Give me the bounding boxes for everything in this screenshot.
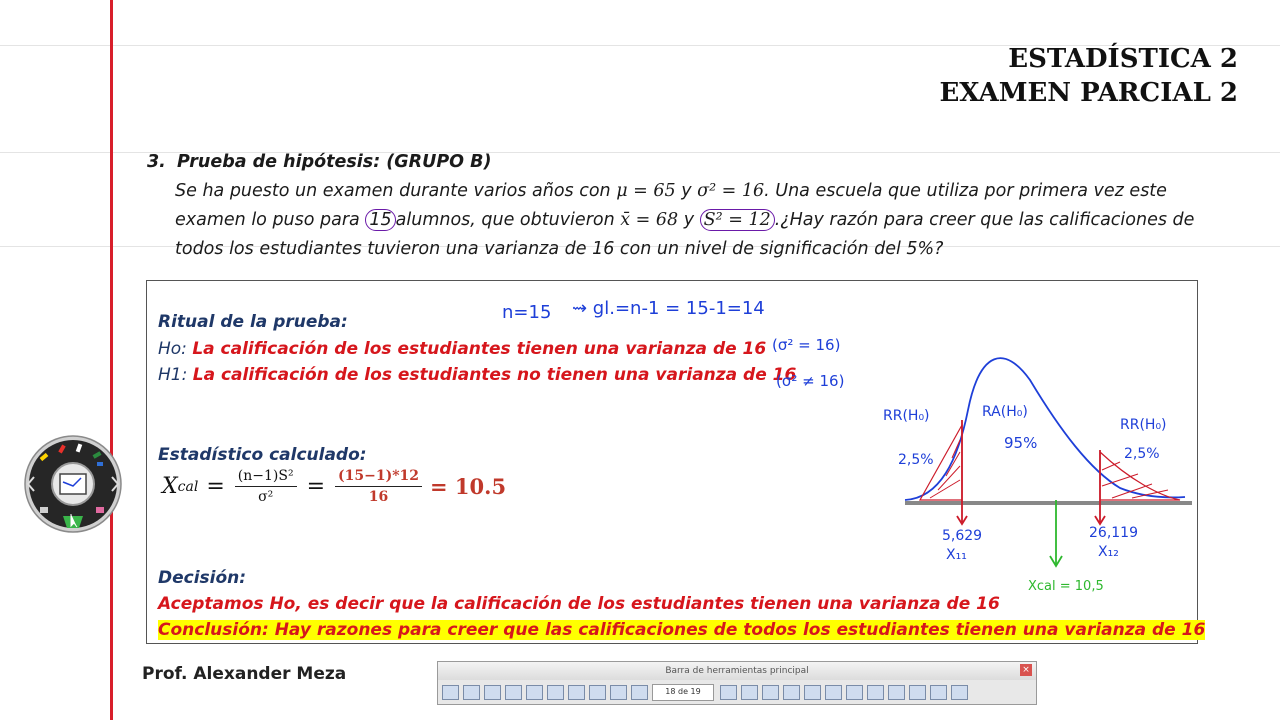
problem-title: Prueba de hipótesis: (GRUPO B)	[176, 152, 492, 172]
clear-page-icon[interactable]	[589, 685, 606, 700]
first-page-icon[interactable]	[610, 685, 627, 700]
rr-right-label: RR(H₀)	[1120, 417, 1167, 433]
problem-line-3: todos los estudiantes tuvieron una varianza de 16 con un nivel de significación del 5%?	[175, 239, 944, 259]
sigma-value: σ² = 16	[697, 181, 765, 201]
text: . Una escuela que utiliza por primera vez este	[764, 181, 1167, 201]
text: Se ha puesto un examen durante varios años con	[175, 181, 617, 201]
next-page-icon[interactable]	[720, 685, 737, 700]
fraction-denominator: 16	[368, 489, 389, 505]
pct-right: 2,5%	[1124, 446, 1160, 462]
pct-left: 2,5%	[898, 452, 934, 468]
problem-line-2	[175, 206, 1217, 235]
attachments-icon[interactable]	[867, 685, 884, 700]
margin-line	[110, 0, 113, 720]
statistic-formula	[162, 468, 506, 505]
pen-tool-widget	[23, 434, 123, 534]
delete-page-icon[interactable]	[568, 685, 585, 700]
decision-text: Aceptamos Ho, es decir que la calificación de los estudiantes tienen una varianza de 16	[158, 594, 1000, 614]
title-line-2: EXAMEN PARCIAL 2	[939, 78, 1238, 108]
capture-icon[interactable]	[909, 685, 926, 700]
x-symbol: X	[162, 474, 178, 499]
pct-center: 95%	[1004, 434, 1038, 452]
toolbar-title: Barra de herramientas principal	[438, 662, 1036, 680]
text: .¿Hay razón para creer que las calificaciones de	[774, 210, 1195, 230]
x-subscript: cal	[177, 478, 199, 495]
mu-value: μ = 65	[616, 181, 676, 201]
crit-right-value: 26,119	[1089, 525, 1138, 541]
page-sorter-icon[interactable]	[442, 685, 459, 700]
handwritten-h1-note: (σ² ≠ 16)	[776, 372, 845, 390]
fraction-numerator: (n−1)S²	[235, 468, 297, 487]
conclusion-text	[158, 619, 1205, 641]
statistic-result: = 10.5	[430, 474, 507, 499]
print-icon[interactable]	[951, 685, 968, 700]
h1-label: H1:	[158, 365, 193, 385]
sample-variance-circled: S² = 12	[700, 209, 775, 231]
previous-page-icon[interactable]	[631, 685, 648, 700]
text: alumnos, que obtuvieron	[395, 210, 621, 230]
sample-size-circled: 15	[365, 209, 395, 231]
users-icon[interactable]	[825, 685, 842, 700]
tool-widget-button[interactable]	[23, 434, 123, 534]
fraction-numerator: (15−1)*12	[335, 468, 422, 487]
handwritten-n: n=15	[502, 302, 552, 323]
xcal-label: Xcal = 10,5	[1028, 579, 1104, 594]
new-page-icon[interactable]	[526, 685, 543, 700]
xbar-value: x̄ = 68	[620, 210, 679, 230]
undo-icon[interactable]	[762, 685, 779, 700]
ritual-heading: Ritual de la prueba:	[158, 312, 348, 332]
toolbar-row	[438, 680, 1036, 704]
text: examen lo puso para	[175, 210, 366, 230]
h1-line	[158, 364, 796, 386]
ho-label: Ho:	[158, 339, 193, 359]
handwritten-ho-note: (σ² = 16)	[772, 336, 841, 354]
decision-heading: Decisión:	[158, 568, 247, 588]
equals-sign: =	[306, 474, 325, 499]
title-line-1: ESTADÍSTICA 2	[1008, 44, 1238, 74]
crit-right-label: X₁₂	[1098, 544, 1119, 560]
redo-icon[interactable]	[783, 685, 800, 700]
last-page-icon[interactable]	[741, 685, 758, 700]
crit-left-label: X₁₁	[946, 547, 967, 563]
crit-left-value: 5,629	[942, 528, 983, 544]
problem-heading	[147, 148, 1217, 177]
gallery-icon[interactable]	[846, 685, 863, 700]
text: y	[675, 181, 698, 201]
text: y	[678, 210, 700, 230]
handwritten-gl: ⇝ gl.=n-1 = 15-1=14	[572, 298, 765, 319]
properties-icon[interactable]	[888, 685, 905, 700]
page-indicator: 18 de 19	[652, 684, 714, 701]
ho-text: La calificación de los estudiantes tienen una varianza de 16	[192, 339, 767, 359]
conclusion-highlight: Conclusión: Hay razones para creer que las calificaciones de todos los estudiantes tienen una varianza de 16	[158, 620, 1206, 640]
grid-view-icon[interactable]	[463, 685, 480, 700]
screen-capture-icon[interactable]	[930, 685, 947, 700]
equals-sign: =	[206, 474, 225, 499]
fraction-denominator: σ²	[258, 489, 274, 505]
left-hatching	[930, 440, 960, 498]
page-title	[939, 42, 1238, 110]
duplicate-page-icon[interactable]	[547, 685, 564, 700]
full-screen-icon[interactable]	[484, 685, 501, 700]
ho-line	[158, 338, 766, 360]
substitution-fraction	[335, 468, 422, 505]
chi-square-sketch	[880, 340, 1200, 610]
professor-name: Prof. Alexander Meza	[142, 664, 347, 684]
delete-icon[interactable]	[804, 685, 821, 700]
h1-text: La calificación de los estudiantes no tienen una varianza de 16	[192, 365, 797, 385]
rr-left-label: RR(H₀)	[883, 408, 930, 424]
screen-shade-icon[interactable]	[505, 685, 522, 700]
toolbar-close-button[interactable]: ×	[1020, 664, 1032, 676]
ra-label: RA(H₀)	[982, 404, 1028, 420]
problem-statement	[147, 148, 1217, 264]
problem-line-1	[175, 177, 1217, 206]
main-toolbar	[437, 661, 1037, 705]
problem-number: 3.	[147, 152, 166, 172]
statistic-heading: Estadístico calculado:	[158, 445, 367, 465]
formula-fraction	[235, 468, 297, 505]
